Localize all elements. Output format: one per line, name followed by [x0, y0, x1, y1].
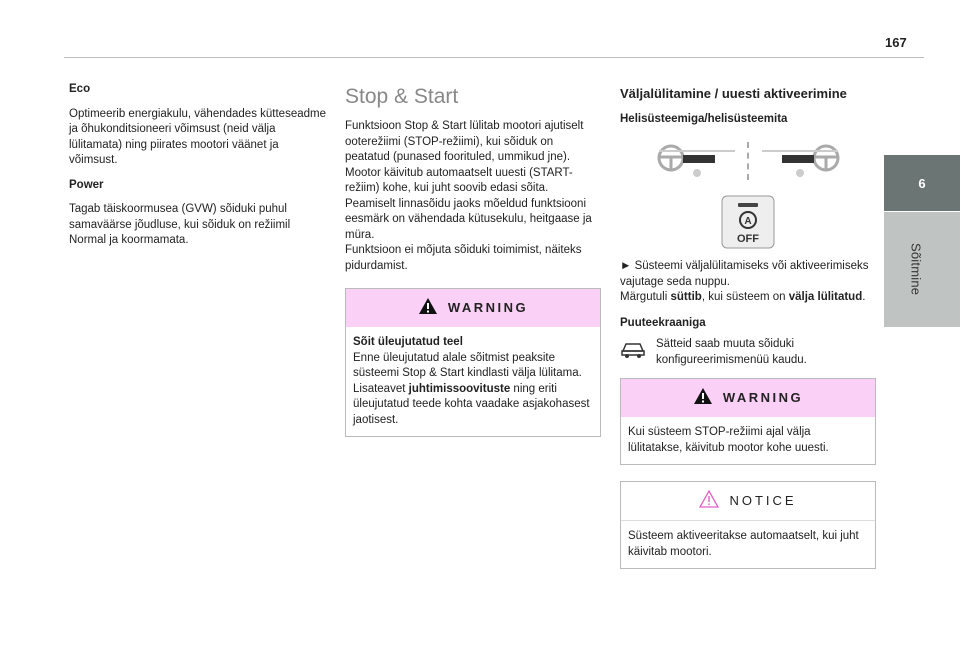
warning-triangle-icon — [418, 297, 438, 319]
eco-text: Optimeerib energiakulu, vähendades kütteseadme ja õhukonditsioneeri võimsust (neid välja lülitamata) ning piirates mootori väänet ja võimsust. — [69, 107, 326, 166]
chapter-tab-number[interactable]: 6 — [884, 155, 960, 211]
warning-label-2: WARNING — [722, 390, 804, 406]
page-number: 167 — [885, 35, 907, 50]
header-rule — [64, 57, 924, 58]
warning-body-2 — [621, 417, 875, 464]
right-hand-drive-icon — [760, 141, 842, 181]
eco-heading: Eco — [69, 83, 91, 95]
stop-start-para-2: Mootor käivitub automaatselt uuesti (START-režiim) kohe, kui juht soovib edasi sõita. — [345, 166, 573, 194]
warning-text-2b-bold: juhtimissoovituste — [408, 382, 511, 395]
dashboard-illustration — [620, 141, 876, 249]
warning-text-1: Enne üleujutatud alale sõitmist peaksite süsteemi Stop & Start kindlasti välja lülitama. — [353, 351, 582, 379]
touchscreen-text: Sätteid saab muuta sõiduki konfigureerimismenüü kaudu. — [656, 338, 807, 366]
notice-label: NOTICE — [729, 493, 797, 509]
divider-line — [747, 142, 750, 180]
warning-heading: Sõit üleujutatud teel — [353, 336, 463, 348]
stop-start-para-4: Funktsioon ei mõjuta sõiduki toimimist, näiteks pidurdamist. — [345, 244, 582, 272]
warning-triangle-icon-2 — [693, 387, 713, 409]
chapter-tab-label: Sõitmine — [908, 242, 924, 296]
svg-text:A: A — [744, 216, 752, 227]
power-heading: Power — [69, 178, 104, 191]
warning-text-restart: Kui süsteem STOP-režiimi ajal välja lülitatakse, käivitub mootor kohe uuesti. — [628, 426, 829, 454]
notice-header — [621, 482, 875, 521]
instruction-2 — [620, 290, 876, 306]
column-2 — [345, 82, 601, 437]
notice-body — [621, 521, 875, 568]
instruction-2d-bold: välja lülitatud — [788, 291, 863, 303]
column-1 — [69, 82, 327, 249]
column-3 — [620, 82, 876, 569]
notice-box — [620, 481, 876, 569]
instruction-2c: , kui süsteem on — [701, 291, 789, 303]
warning-box-flooded — [345, 288, 601, 437]
warning-body — [346, 327, 600, 436]
warning-text-2 — [353, 382, 593, 429]
touchscreen-subheading: Puuteekraaniga — [620, 316, 706, 329]
steering-wheel-icons — [620, 141, 876, 181]
off-label: OFF — [737, 233, 759, 245]
stop-start-title: Stop & Start — [345, 85, 459, 108]
stop-start-off-button[interactable] — [721, 195, 775, 249]
deactivation-title: Väljalülitamine / uuesti aktiveerimine — [620, 86, 847, 101]
left-hand-drive-icon — [655, 141, 737, 181]
touchscreen-note — [620, 337, 876, 368]
warning-text-2c: ning eriti üleujutatud teede kohta vaadake asjakohasest jaotisest. — [353, 382, 590, 426]
audio-subheading: Helisüsteemiga/helisüsteemita — [620, 112, 788, 125]
stop-start-para-1: Funktsioon Stop & Start lülitab mootori ajutiselt ooterežiimi (STOP-režiimi), kui sõiduk on peatatud (punased foorituled, ummikud jne). — [345, 120, 584, 163]
warning-header-2 — [621, 379, 875, 417]
warning-box-restart — [620, 378, 876, 465]
notice-triangle-icon — [699, 490, 719, 512]
car-settings-icon — [620, 337, 646, 359]
instruction-2b-bold: süttib — [670, 291, 702, 303]
instruction-2e: . — [862, 291, 866, 303]
warning-header — [346, 289, 600, 327]
instruction-1: ► Süsteemi väljalülitamiseks või aktiveerimiseks vajutage seda nuppu. — [620, 260, 869, 288]
warning-text-2a: Lisateavet — [353, 382, 409, 395]
notice-text: Süsteem aktiveeritakse automaatselt, kui juht käivitab mootori. — [628, 530, 859, 558]
power-text: Tagab täiskoormusea (GVW) sõiduki puhul samaväärse jõudluse, kui sõiduk on režiimil Normal ja koormamata. — [69, 203, 291, 246]
warning-label: WARNING — [447, 300, 529, 316]
instruction-2a: Märgutuli — [620, 291, 671, 303]
stop-start-para-3: Peamiselt linnasõidu jaoks mõeldud funktsiooni eesmärk on vähendada kütusekulu, heitgaase ja müra. — [345, 197, 592, 241]
